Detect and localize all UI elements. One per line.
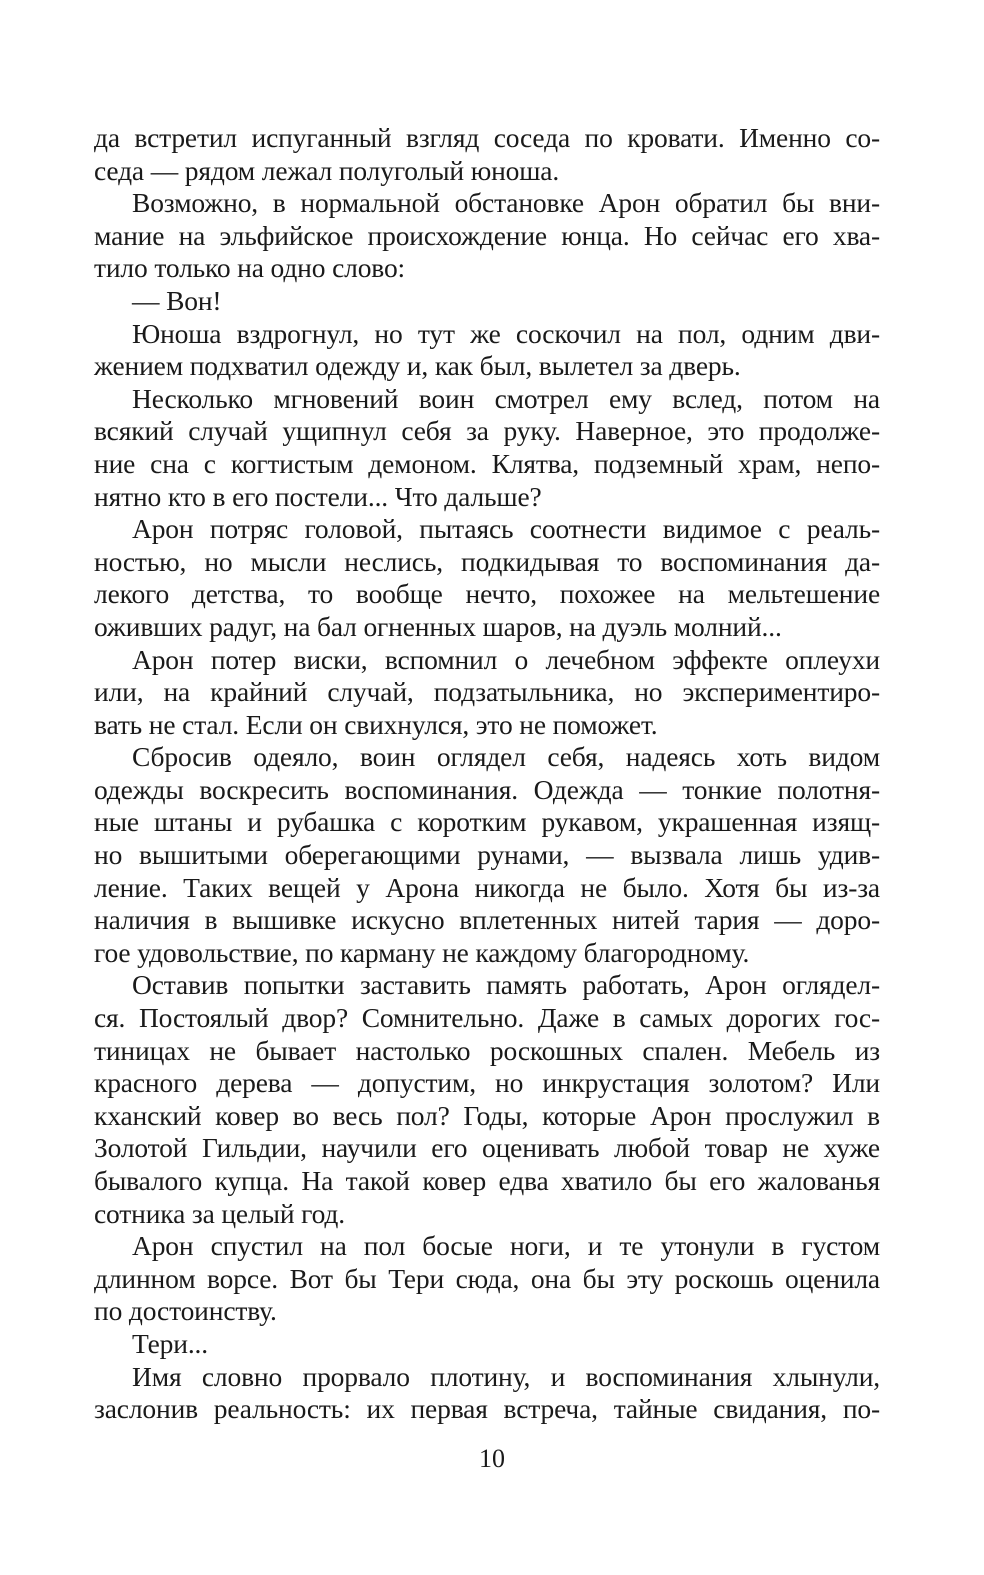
text-line: кханский ковер во весь пол? Годы, которые Арон прослужил в bbox=[94, 1099, 880, 1131]
text-line: но вышитыми оберегающими рунами, — вызвала лишь удив- bbox=[94, 839, 880, 871]
text-line: — Вон! bbox=[132, 284, 222, 316]
text-line: Золотой Гильдии, научили его оценивать любой товар не хуже bbox=[94, 1132, 880, 1164]
text-line: ние сна с когтистым демоном. Клятва, подземный храм, непо- bbox=[94, 447, 880, 479]
text-line: Несколько мгновений воин смотрел ему вслед, потом на bbox=[132, 382, 880, 414]
text-line: всякий случай ущипнул себя за руку. Наверное, это продолже- bbox=[94, 415, 880, 447]
text-line: ные штаны и рубашка с коротким рукавом, украшенная изящ- bbox=[94, 806, 880, 838]
text-line: красного дерева — допустим, но инкрустация золотом? Или bbox=[94, 1067, 880, 1099]
text-line: мание на эльфийское происхождение юнца. Но сейчас его хва- bbox=[94, 219, 880, 251]
page-number: 10 bbox=[479, 1444, 505, 1473]
text-line: ся. Постоялый двор? Сомнительно. Даже в самых дорогих гос- bbox=[94, 1002, 880, 1034]
text-line: длинном ворсе. Вот бы Тери сюда, она бы эту роскошь оценила bbox=[94, 1262, 880, 1294]
text-line: или, на крайний случай, подзатыльника, но экспериментиро- bbox=[94, 676, 880, 708]
text-line: да встретил испуганный взгляд соседа по кровати. Именно со- bbox=[94, 122, 880, 153]
text-line: гое удовольствие, по карману не каждому благородному. bbox=[94, 936, 750, 968]
text-line: Тери... bbox=[132, 1327, 208, 1359]
text-line: наличия в вышивке искусно вплетенных нитей тария — доро- bbox=[94, 904, 880, 936]
text-line: Сбросив одеяло, воин оглядел себя, надеясь хоть видом bbox=[132, 741, 880, 773]
page-text bbox=[94, 122, 880, 1426]
text-line: бывалого купца. На такой ковер едва хватило бы его жалованья bbox=[94, 1165, 880, 1196]
text-line: ление. Таких вещей у Арона никогда не было. Хотя бы из-за bbox=[94, 871, 880, 903]
text-line: Возможно, в нормальной обстановке Арон обратил бы вни- bbox=[132, 187, 880, 219]
text-line: жением подхватил одежду и, как был, вылетел за дверь. bbox=[94, 350, 741, 382]
text-line: Имя словно прорвало плотину, и воспоминания хлынули, bbox=[132, 1360, 880, 1392]
text-line: тиницах не бывает настолько роскошных спален. Мебель из bbox=[94, 1034, 880, 1066]
text-line: лекого детства, то вообще нечто, похожее на мельтешение bbox=[94, 578, 880, 610]
text-line: по достоинству. bbox=[94, 1295, 277, 1327]
text-line: вать не стал. Если он свихнулся, это не поможет. bbox=[94, 708, 658, 740]
text-line: ностью, но мысли неслись, подкидывая то воспоминания да- bbox=[94, 545, 880, 577]
text-line: сотника за целый год. bbox=[94, 1197, 345, 1229]
text-line: Арон потер виски, вспомнил о лечебном эффекте оплеухи bbox=[132, 643, 880, 675]
text-line: Арон спустил на пол босые ноги, и те утонули в густом bbox=[132, 1230, 880, 1262]
text-line: Оставив попытки заставить память работать, Арон оглядел- bbox=[132, 969, 880, 1001]
text-line: Юноша вздрогнул, но тут же соскочил на пол, одним дви- bbox=[132, 317, 880, 349]
text-line: оживших радуг, на бал огненных шаров, на дуэль молний... bbox=[94, 610, 782, 642]
text-line: одежды воскресить воспоминания. Одежда — тонкие полотня- bbox=[94, 773, 880, 805]
text-line: нятно кто в его постели... Что дальше? bbox=[94, 480, 542, 512]
text-line: седа — рядом лежал полуголый юноша. bbox=[94, 154, 560, 186]
text-line: Арон потряс головой, пытаясь соотнести видимое с реаль- bbox=[132, 513, 880, 545]
text-line: заслонив реальность: их первая встреча, тайные свидания, по- bbox=[94, 1393, 880, 1425]
text-line: тило только на одно слово: bbox=[94, 252, 406, 284]
